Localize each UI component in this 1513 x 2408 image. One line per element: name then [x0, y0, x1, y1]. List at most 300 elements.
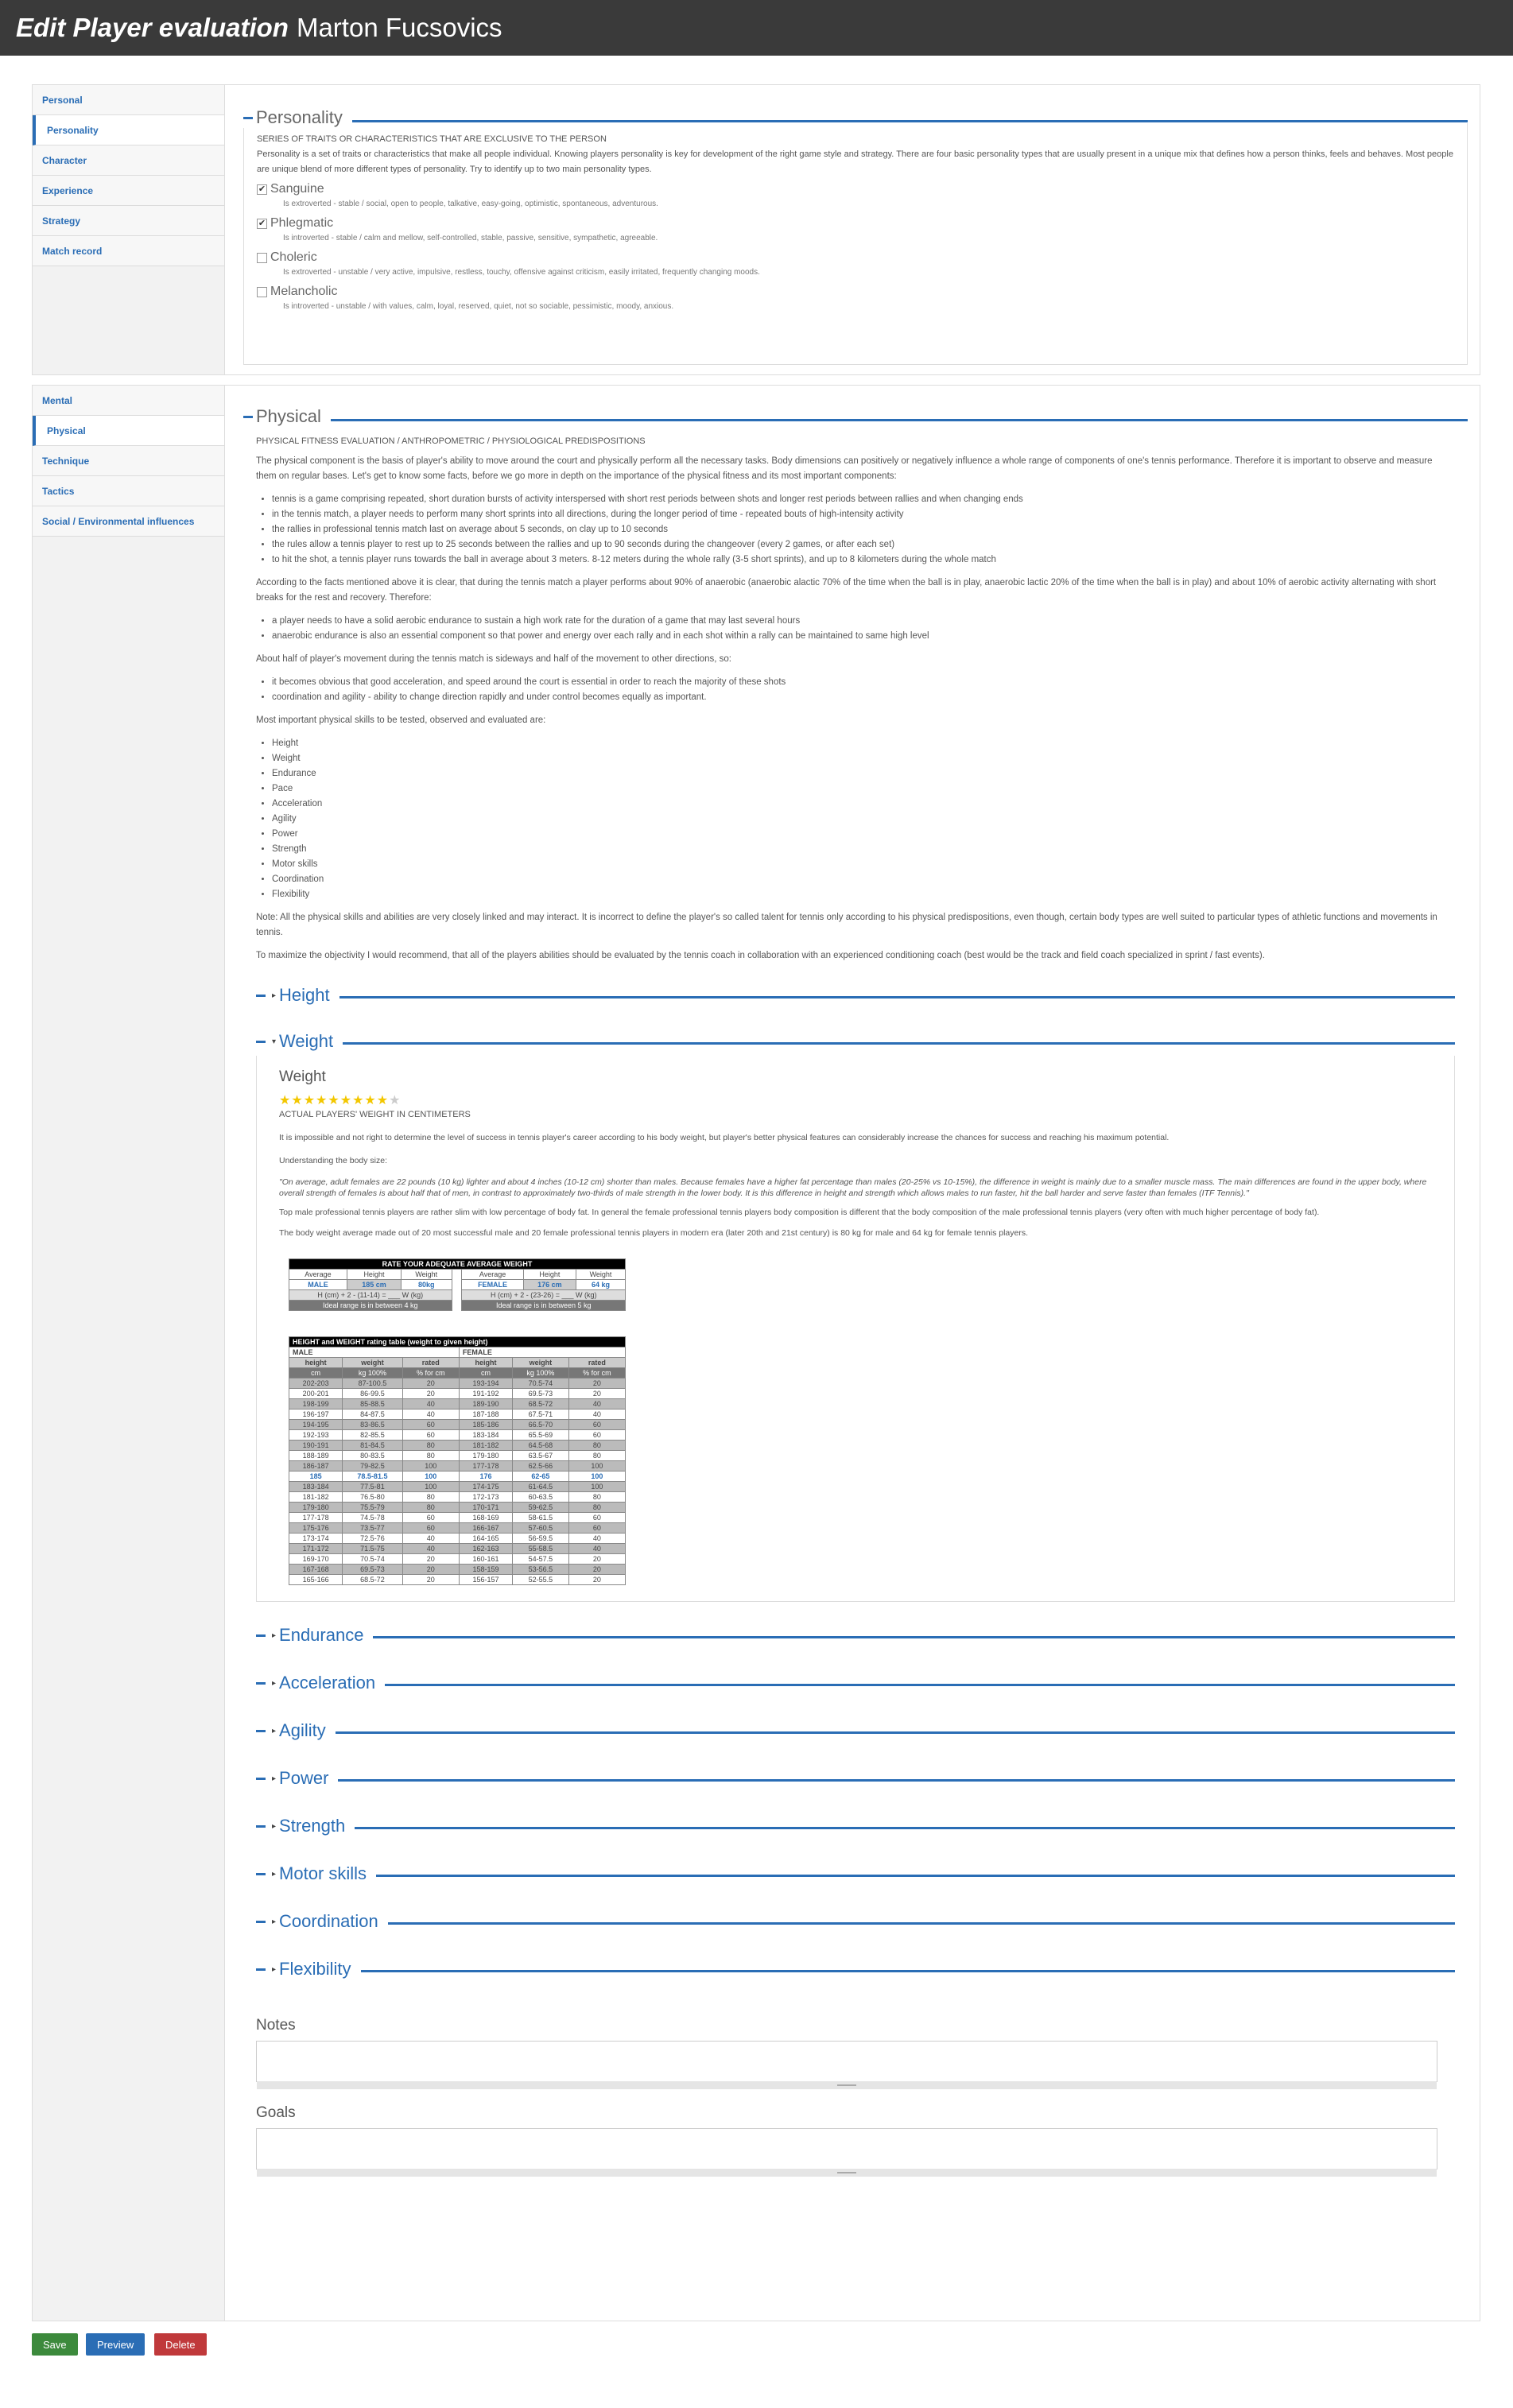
rating-col: height: [459, 1358, 512, 1368]
star-icon[interactable]: ★: [303, 1094, 316, 1107]
star-icon[interactable]: ★: [291, 1094, 304, 1107]
caret-right-icon: ▸: [272, 1869, 277, 1879]
list-item: • Strength: [272, 842, 1455, 857]
nav-personal[interactable]: Personal: [33, 85, 224, 115]
section-power-label: Power: [279, 1768, 329, 1788]
rating-col: weight: [513, 1358, 569, 1368]
section-power[interactable]: [256, 1764, 1455, 1793]
avg-col-average: Average: [462, 1270, 523, 1280]
table-cell: 198-199: [289, 1399, 343, 1410]
list-item: • anaerobic endurance is also an essential component so that power and energy over each rally and in each shot within a rally can be maintained to same high level: [272, 629, 1455, 644]
avg-male-formula: H (cm) + 2 - (11-14) = ___ W (kg): [289, 1290, 452, 1301]
delete-button[interactable]: Delete: [154, 2333, 207, 2356]
rating-col: rated: [402, 1358, 459, 1368]
table-cell: 60: [402, 1523, 459, 1534]
nav-sidebar-1: [33, 85, 225, 374]
table-cell: 170-171: [459, 1503, 512, 1513]
page-header: [0, 0, 1513, 56]
table-cell: 193-194: [459, 1378, 512, 1389]
table-row: [289, 1461, 626, 1472]
player-name: Marton Fucsovics: [296, 13, 502, 42]
table-cell: 60: [402, 1430, 459, 1441]
caret-right-icon: ▸: [272, 1821, 277, 1831]
facts-list: [256, 492, 1455, 568]
personality-description: Personality is a set of traits or characteristics that make all people individual. Knowing players personality is key for development of the right game style and strategy. There are four basic personality types that are usually present in a unique mix that defines how a person thinks, feels and behaves. Most people are unique blend of more different types of personality. Try to identify up to two main personality types.: [257, 149, 1453, 174]
table-cell: 177-178: [459, 1461, 512, 1472]
personality-legend: [243, 106, 1468, 130]
caret-right-icon: ▸: [272, 1726, 277, 1735]
list-item: • tennis is a game comprising repeated, short duration bursts of activity interspersed with short rest periods between shots and longer rest periods between rallies and when changing ends: [272, 492, 1455, 507]
table-cell: 64.5-68: [513, 1441, 569, 1451]
list-item: • the rules allow a tennis player to rest up to 25 seconds between the rallies and up to 90 seconds during the changeover (every 2 games, or after each set): [272, 537, 1455, 553]
physical-para-2: According to the facts mentioned above it is clear, that during the tennis match a player performs about 90% of anaerobic (anaerobic alactic 70% of the time when the ball is in play, anaerobic lactic 20% of the time when the ball is in play) and about 10% of aerobic activity alternating with short breaks for the rest and recovery. Therefore:: [256, 578, 1437, 603]
resize-handle[interactable]: [257, 2081, 1437, 2089]
table-row: [289, 1492, 626, 1503]
preview-button[interactable]: Preview: [86, 2333, 145, 2356]
table-cell: 66.5-70: [513, 1420, 569, 1430]
choleric-desc: Is extroverted - unstable / very active, impulsive, restless, touchy, offensive against criticism, easily irritated, frequently changing moods.: [283, 268, 760, 277]
table-row: [289, 1575, 626, 1585]
table-cell: 78.5-81.5: [343, 1472, 402, 1482]
caret-right-icon: ▸: [272, 1964, 277, 1974]
table-cell: 40: [402, 1410, 459, 1420]
table-cell: 190-191: [289, 1441, 343, 1451]
avg-female-label: FEMALE: [462, 1280, 523, 1290]
avg-female-formula: H (cm) + 2 - (23-26) = ___ W (kg): [462, 1290, 626, 1301]
table-cell: 183-184: [459, 1430, 512, 1441]
nav-social-environmental[interactable]: Social / Environmental influences: [33, 506, 224, 537]
table-cell: 165-166: [289, 1575, 343, 1585]
table-cell: 72.5-76: [343, 1534, 402, 1544]
table-row: [289, 1472, 626, 1482]
table-cell: 80: [568, 1451, 625, 1461]
avg-male-height: 185 cm: [347, 1280, 401, 1290]
star-icon[interactable]: ★: [279, 1094, 292, 1107]
weight-para-5: The body weight average made out of 20 most successful male and 20 female professional tennis players in modern era (later 20th and 21st century) is 80 kg for male and 64 kg for female tennis players.: [279, 1228, 1029, 1238]
melancholic-desc: Is introverted - unstable / with values, calm, loyal, reserved, quiet, not so sociable, pessimistic, moody, anxious.: [283, 302, 674, 311]
table-cell: 53-56.5: [513, 1565, 569, 1575]
caret-right-icon: ▸: [272, 1774, 277, 1783]
table-cell: 181-182: [289, 1492, 343, 1503]
table-cell: 77.5-81: [343, 1482, 402, 1492]
table-cell: 73.5-77: [343, 1523, 402, 1534]
weight-caption: ACTUAL PLAYERS' WEIGHT IN CENTIMETERS: [279, 1110, 471, 1119]
section-weight-label: Weight: [279, 1031, 334, 1051]
section-weight[interactable]: [256, 1027, 1455, 1056]
phlegmatic-desc: Is introverted - stable / calm and mellow, self-controlled, stable, passive, sensitive, sympathetic, agreeable.: [283, 234, 658, 242]
avg-female-weight: 64 kg: [576, 1280, 626, 1290]
nav-mental[interactable]: Mental: [33, 386, 224, 416]
table-cell: 194-195: [289, 1420, 343, 1430]
table-cell: 54-57.5: [513, 1554, 569, 1565]
list-item: • Height: [272, 736, 1455, 751]
table-cell: 60-63.5: [513, 1492, 569, 1503]
nav-technique[interactable]: Technique: [33, 446, 224, 476]
section-agility-label: Agility: [279, 1720, 326, 1740]
table-cell: 65.5-69: [513, 1430, 569, 1441]
table-cell: 70.5-74: [343, 1554, 402, 1565]
personality-body: [243, 123, 1468, 365]
nav-character[interactable]: Character: [33, 145, 224, 176]
avg-weight-table: [289, 1258, 1432, 1311]
table-row: [289, 1523, 626, 1534]
avg-col-weight: Weight: [576, 1270, 626, 1280]
endurance-list: [256, 614, 1455, 644]
rating-unit: cm: [289, 1368, 343, 1378]
table-cell: 74.5-78: [343, 1513, 402, 1523]
caret-right-icon: ▸: [272, 1678, 277, 1688]
table-cell: 162-163: [459, 1544, 512, 1554]
rating-unit: kg 100%: [343, 1368, 402, 1378]
personality-title: Personality: [256, 107, 347, 128]
table-row: [289, 1544, 626, 1554]
rating-female-label: FEMALE: [459, 1347, 625, 1358]
avg-male-label: MALE: [289, 1280, 347, 1290]
avg-table-title: RATE YOUR ADEQUATE AVERAGE WEIGHT: [289, 1259, 626, 1270]
table-cell: 100: [568, 1482, 625, 1492]
table-cell: 20: [568, 1565, 625, 1575]
table-cell: 40: [568, 1410, 625, 1420]
table-cell: 200-201: [289, 1389, 343, 1399]
section-coordination[interactable]: [256, 1907, 1455, 1936]
table-cell: 85-88.5: [343, 1399, 402, 1410]
personality-caption: SERIES OF TRAITS OR CHARACTERISTICS THAT ARE EXCLUSIVE TO THE PERSON: [257, 134, 607, 144]
table-cell: 40: [402, 1544, 459, 1554]
weight-para-1: It is impossible and not right to determine the level of success in tennis player's career according to his body weight, but player's better physical features can considerably increase the chances for success and reaching his maximum potential.: [279, 1133, 1170, 1142]
table-cell: 68.5-72: [513, 1399, 569, 1410]
table-cell: 84-87.5: [343, 1410, 402, 1420]
rating-table: [289, 1336, 1432, 1585]
table-cell: 80: [568, 1441, 625, 1451]
rating-male-label: MALE: [289, 1347, 460, 1358]
nav-experience[interactable]: Experience: [33, 176, 224, 206]
avg-col-height: Height: [523, 1270, 576, 1280]
table-cell: 192-193: [289, 1430, 343, 1441]
physical-panel: [32, 385, 1480, 2321]
table-cell: 60: [402, 1513, 459, 1523]
table-cell: 20: [568, 1575, 625, 1585]
rating-unit: % for cm: [402, 1368, 459, 1378]
table-cell: 179-180: [289, 1503, 343, 1513]
star-icon[interactable]: ★: [328, 1094, 340, 1107]
table-cell: 191-192: [459, 1389, 512, 1399]
melancholic-checkbox[interactable]: [257, 287, 267, 297]
table-cell: 59-62.5: [513, 1503, 569, 1513]
weight-quote: "On average, adult females are 22 pounds (10 kg) lighter and about 4 inches (10-12 cm) shorter than males. Because females have a higher fat percentage than males (20-25% vs 10-15%), the difference in weight is mainly due to a smaller muscle mass. The main differences are found in the upper body, where overall strength of females is about half that of men, in contrast to approximately two-thirds of male strength in the lower body. It is this difference in height and strength which allows males to run faster, hit the ball harder and serve faster than females (ITF Tennis).": [279, 1177, 1427, 1198]
physical-caption: PHYSICAL FITNESS EVALUATION / ANTHROPOMETRIC / PHYSIOLOGICAL PREDISPOSITIONS: [256, 436, 646, 446]
table-cell: 20: [568, 1378, 625, 1389]
table-cell: 40: [568, 1534, 625, 1544]
list-item: • Agility: [272, 812, 1455, 827]
sanguine-desc: Is extroverted - stable / social, open to people, talkative, easy-going, optimistic, spontaneous, adventurous.: [283, 200, 658, 208]
rating-col: weight: [343, 1358, 402, 1368]
phlegmatic-option[interactable]: [257, 216, 1454, 231]
table-row: [289, 1430, 626, 1441]
table-cell: 60: [402, 1420, 459, 1430]
table-cell: 185: [289, 1472, 343, 1482]
phlegmatic-checkbox[interactable]: ✔: [258, 218, 266, 228]
weight-rating[interactable]: [279, 1092, 1432, 1108]
table-cell: 56-59.5: [513, 1534, 569, 1544]
physical-note: Note: All the physical skills and abilities are very closely linked and may interact. It is incorrect to define the player's so called talent for tennis only according to his physical predispositions, even though, certain body types are well suited to particular types of athletic functions and movements in tennis.: [256, 913, 1437, 937]
nav-tactics[interactable]: Tactics: [33, 476, 224, 506]
table-cell: 62-65: [513, 1472, 569, 1482]
table-cell: 100: [568, 1472, 625, 1482]
rating-unit: cm: [459, 1368, 512, 1378]
rating-col: rated: [568, 1358, 625, 1368]
weight-section-body: [256, 1056, 1455, 1602]
table-cell: 80: [568, 1503, 625, 1513]
choleric-option[interactable]: [257, 250, 1454, 265]
table-row: [289, 1420, 626, 1430]
table-row: [289, 1410, 626, 1420]
section-flexibility-label: Flexibility: [279, 1959, 351, 1979]
table-cell: 40: [402, 1399, 459, 1410]
table-cell: 167-168: [289, 1565, 343, 1575]
table-row: [289, 1565, 626, 1575]
avg-col-average: Average: [289, 1270, 347, 1280]
table-row: [289, 1534, 626, 1544]
table-cell: 20: [402, 1575, 459, 1585]
table-cell: 57-60.5: [513, 1523, 569, 1534]
table-cell: 40: [568, 1399, 625, 1410]
table-cell: 60: [568, 1420, 625, 1430]
choleric-checkbox[interactable]: [257, 253, 267, 263]
table-cell: 156-157: [459, 1575, 512, 1585]
caret-right-icon: ▸: [272, 991, 277, 1000]
table-cell: 40: [568, 1544, 625, 1554]
save-button[interactable]: Save: [32, 2333, 78, 2356]
table-cell: 185-186: [459, 1420, 512, 1430]
table-cell: 86-99.5: [343, 1389, 402, 1399]
table-cell: 176: [459, 1472, 512, 1482]
caret-right-icon: ▸: [272, 1917, 277, 1926]
table-cell: 100: [402, 1482, 459, 1492]
table-cell: 69.5-73: [343, 1565, 402, 1575]
section-coordination-label: Coordination: [279, 1911, 378, 1931]
caret-right-icon: ▸: [272, 1631, 277, 1640]
table-cell: 60: [568, 1523, 625, 1534]
table-cell: 69.5-73: [513, 1389, 569, 1399]
table-cell: 164-165: [459, 1534, 512, 1544]
sanguine-checkbox[interactable]: ✔: [258, 184, 266, 194]
table-cell: 100: [402, 1461, 459, 1472]
rating-table-title: HEIGHT and WEIGHT rating table (weight to given height): [289, 1337, 626, 1347]
avg-male-weight: 80kg: [401, 1280, 452, 1290]
table-cell: 80: [402, 1503, 459, 1513]
melancholic-option[interactable]: [257, 285, 1454, 299]
avg-female-range: Ideal range is in between 5 kg: [462, 1301, 626, 1311]
table-cell: 177-178: [289, 1513, 343, 1523]
sanguine-option[interactable]: [257, 182, 1454, 196]
table-cell: 172-173: [459, 1492, 512, 1503]
avg-col-weight: Weight: [401, 1270, 452, 1280]
table-cell: 158-159: [459, 1565, 512, 1575]
table-cell: 20: [402, 1565, 459, 1575]
table-row: [289, 1554, 626, 1565]
phlegmatic-label: Phlegmatic: [270, 216, 334, 230]
table-cell: 40: [402, 1534, 459, 1544]
physical-body: [243, 428, 1468, 2170]
table-cell: 20: [402, 1378, 459, 1389]
list-item: • to hit the shot, a tennis player runs towards the ball in average about 3 meters. 8-12 meters during the whole rally (3-5 short sprints), and up to 8 kilometers during the whole match: [272, 553, 1455, 568]
choleric-label: Choleric: [270, 250, 317, 264]
table-cell: 202-203: [289, 1378, 343, 1389]
table-cell: 179-180: [459, 1451, 512, 1461]
section-strength[interactable]: [256, 1812, 1455, 1840]
table-row: [289, 1441, 626, 1451]
table-cell: 83-86.5: [343, 1420, 402, 1430]
physical-intro: The physical component is the basis of player's ability to move around the court and physically perform all the necessary tasks. Body dimensions can positively or negatively influence a whole range of components of one's tennis performance. Therefore it is important to observe and measure them on regular bases. Let's get to know some facts, before we go more in depth on the importance of the physical fitness and its most important components:: [256, 456, 1433, 481]
nav-strategy[interactable]: Strategy: [33, 206, 224, 236]
avg-male-range: Ideal range is in between 4 kg: [289, 1301, 452, 1311]
avg-female-height: 176 cm: [523, 1280, 576, 1290]
nav-personality[interactable]: Personality: [33, 115, 224, 145]
table-cell: 80: [402, 1492, 459, 1503]
table-cell: 186-187: [289, 1461, 343, 1472]
list-item: • Motor skills: [272, 857, 1455, 872]
list-item: • Weight: [272, 751, 1455, 766]
table-cell: 181-182: [459, 1441, 512, 1451]
table-cell: 168-169: [459, 1513, 512, 1523]
table-cell: 173-174: [289, 1534, 343, 1544]
table-row: [289, 1503, 626, 1513]
table-cell: 187-188: [459, 1410, 512, 1420]
table-cell: 20: [568, 1554, 625, 1565]
rating-col: height: [289, 1358, 343, 1368]
table-cell: 80: [568, 1492, 625, 1503]
list-item: • Flexibility: [272, 887, 1455, 902]
weight-para-4: Top male professional tennis players are rather slim with low percentage of body fat. In general the female professional tennis players body composition is different that the body composition of the male professional tennis players (very often with much higher percentage of body fat).: [279, 1208, 1320, 1217]
resize-handle[interactable]: [257, 2169, 1437, 2177]
page-title: Edit Player evaluation: [16, 13, 289, 42]
goals-label: Goals: [256, 2104, 296, 2121]
rating-unit: % for cm: [568, 1368, 625, 1378]
table-cell: 71.5-75: [343, 1544, 402, 1554]
table-cell: 80-83.5: [343, 1451, 402, 1461]
table-cell: 55-58.5: [513, 1544, 569, 1554]
table-cell: 175-176: [289, 1523, 343, 1534]
table-cell: 166-167: [459, 1523, 512, 1534]
star-icon[interactable]: ★: [352, 1094, 365, 1107]
list-item: • it becomes obvious that good acceleration, and speed around the court is essential in order to reach the majority of these shots: [272, 675, 1455, 690]
table-row: [289, 1378, 626, 1389]
star-icon[interactable]: ★: [364, 1094, 377, 1107]
movement-list: [256, 675, 1455, 705]
table-cell: 188-189: [289, 1451, 343, 1461]
list-item: • coordination and agility - ability to change direction rapidly and under control becomes equally as important.: [272, 690, 1455, 705]
section-height[interactable]: [256, 981, 1455, 1010]
star-icon[interactable]: ★: [316, 1094, 328, 1107]
star-empty-icon[interactable]: ★: [389, 1094, 402, 1107]
goals-textarea[interactable]: [256, 2128, 1437, 2170]
weight-para-2: Understanding the body size:: [279, 1156, 388, 1165]
table-cell: 76.5-80: [343, 1492, 402, 1503]
table-cell: 20: [568, 1389, 625, 1399]
list-item: • Acceleration: [272, 797, 1455, 812]
table-cell: 68.5-72: [343, 1575, 402, 1585]
table-cell: 189-190: [459, 1399, 512, 1410]
physical-para-3: About half of player's movement during the tennis match is sideways and half of the movement to other directions, so:: [256, 654, 731, 664]
section-motor-skills-label: Motor skills: [279, 1863, 367, 1883]
table-cell: 62.5-66: [513, 1461, 569, 1472]
table-row: [289, 1513, 626, 1523]
table-cell: 79-82.5: [343, 1461, 402, 1472]
table-cell: 100: [568, 1461, 625, 1472]
rating-unit: kg 100%: [513, 1368, 569, 1378]
physical-recommendation: To maximize the objectivity I would recommend, that all of the players abilities should be evaluated by the tennis coach in collaboration with an experienced conditioning coach (best would be the track and field coach specialized in sprint / fast events).: [256, 951, 1265, 960]
section-strength-label: Strength: [279, 1816, 346, 1836]
section-endurance-label: Endurance: [279, 1625, 364, 1645]
list-item: • Pace: [272, 781, 1455, 797]
notes-label: Notes: [256, 2017, 296, 2034]
skills-list: [256, 736, 1455, 902]
table-cell: 87-100.5: [343, 1378, 402, 1389]
table-cell: 63.5-67: [513, 1451, 569, 1461]
list-item: • a player needs to have a solid aerobic endurance to sustain a high work rate for the duration of a game that may last several hours: [272, 614, 1455, 629]
list-item: • in the tennis match, a player needs to perform many short sprints into all directions, during the longer period of time - repeated bouts of high-intensity activity: [272, 507, 1455, 522]
table-cell: 60: [568, 1513, 625, 1523]
star-icon[interactable]: ★: [376, 1094, 390, 1107]
table-cell: 58-61.5: [513, 1513, 569, 1523]
table-cell: 52-55.5: [513, 1575, 569, 1585]
table-cell: 183-184: [289, 1482, 343, 1492]
table-row: [289, 1389, 626, 1399]
table-cell: 171-172: [289, 1544, 343, 1554]
table-cell: 70.5-74: [513, 1378, 569, 1389]
melancholic-label: Melancholic: [270, 285, 338, 298]
section-endurance[interactable]: [256, 1621, 1455, 1650]
physical-para-4: Most important physical skills to be tested, observed and evaluated are:: [256, 715, 546, 725]
table-cell: 20: [402, 1389, 459, 1399]
section-height-label: Height: [279, 985, 330, 1005]
nav-physical[interactable]: Physical: [33, 416, 224, 446]
personality-panel: [32, 84, 1480, 375]
section-flexibility[interactable]: [256, 1955, 1455, 1983]
sanguine-label: Sanguine: [270, 182, 324, 196]
nav-match-record[interactable]: Match record: [33, 236, 224, 266]
table-cell: 80: [402, 1451, 459, 1461]
avg-col-height: Height: [347, 1270, 401, 1280]
table-cell: 196-197: [289, 1410, 343, 1420]
physical-legend: [243, 405, 1468, 428]
table-cell: 80: [402, 1441, 459, 1451]
table-cell: 82-85.5: [343, 1430, 402, 1441]
table-cell: 75.5-79: [343, 1503, 402, 1513]
table-cell: 67.5-71: [513, 1410, 569, 1420]
table-cell: 174-175: [459, 1482, 512, 1492]
list-item: • Coordination: [272, 872, 1455, 887]
table-cell: 160-161: [459, 1554, 512, 1565]
table-cell: 81-84.5: [343, 1441, 402, 1451]
table-row: [289, 1399, 626, 1410]
table-cell: 61-64.5: [513, 1482, 569, 1492]
section-acceleration[interactable]: [256, 1669, 1455, 1697]
notes-textarea[interactable]: [256, 2041, 1437, 2082]
star-icon[interactable]: ★: [339, 1094, 353, 1107]
table-cell: 60: [568, 1430, 625, 1441]
list-item: • Power: [272, 827, 1455, 842]
list-item: • Endurance: [272, 766, 1455, 781]
caret-down-icon: ▾: [272, 1037, 277, 1046]
list-item: • the rallies in professional tennis match last on average about 5 seconds, on clay up to 10 seconds: [272, 522, 1455, 537]
section-motor-skills[interactable]: [256, 1859, 1455, 1888]
table-cell: 169-170: [289, 1554, 343, 1565]
physical-title: Physical: [256, 406, 326, 427]
section-agility[interactable]: [256, 1716, 1455, 1745]
table-cell: 20: [402, 1554, 459, 1565]
nav-sidebar-2: [33, 386, 225, 2321]
